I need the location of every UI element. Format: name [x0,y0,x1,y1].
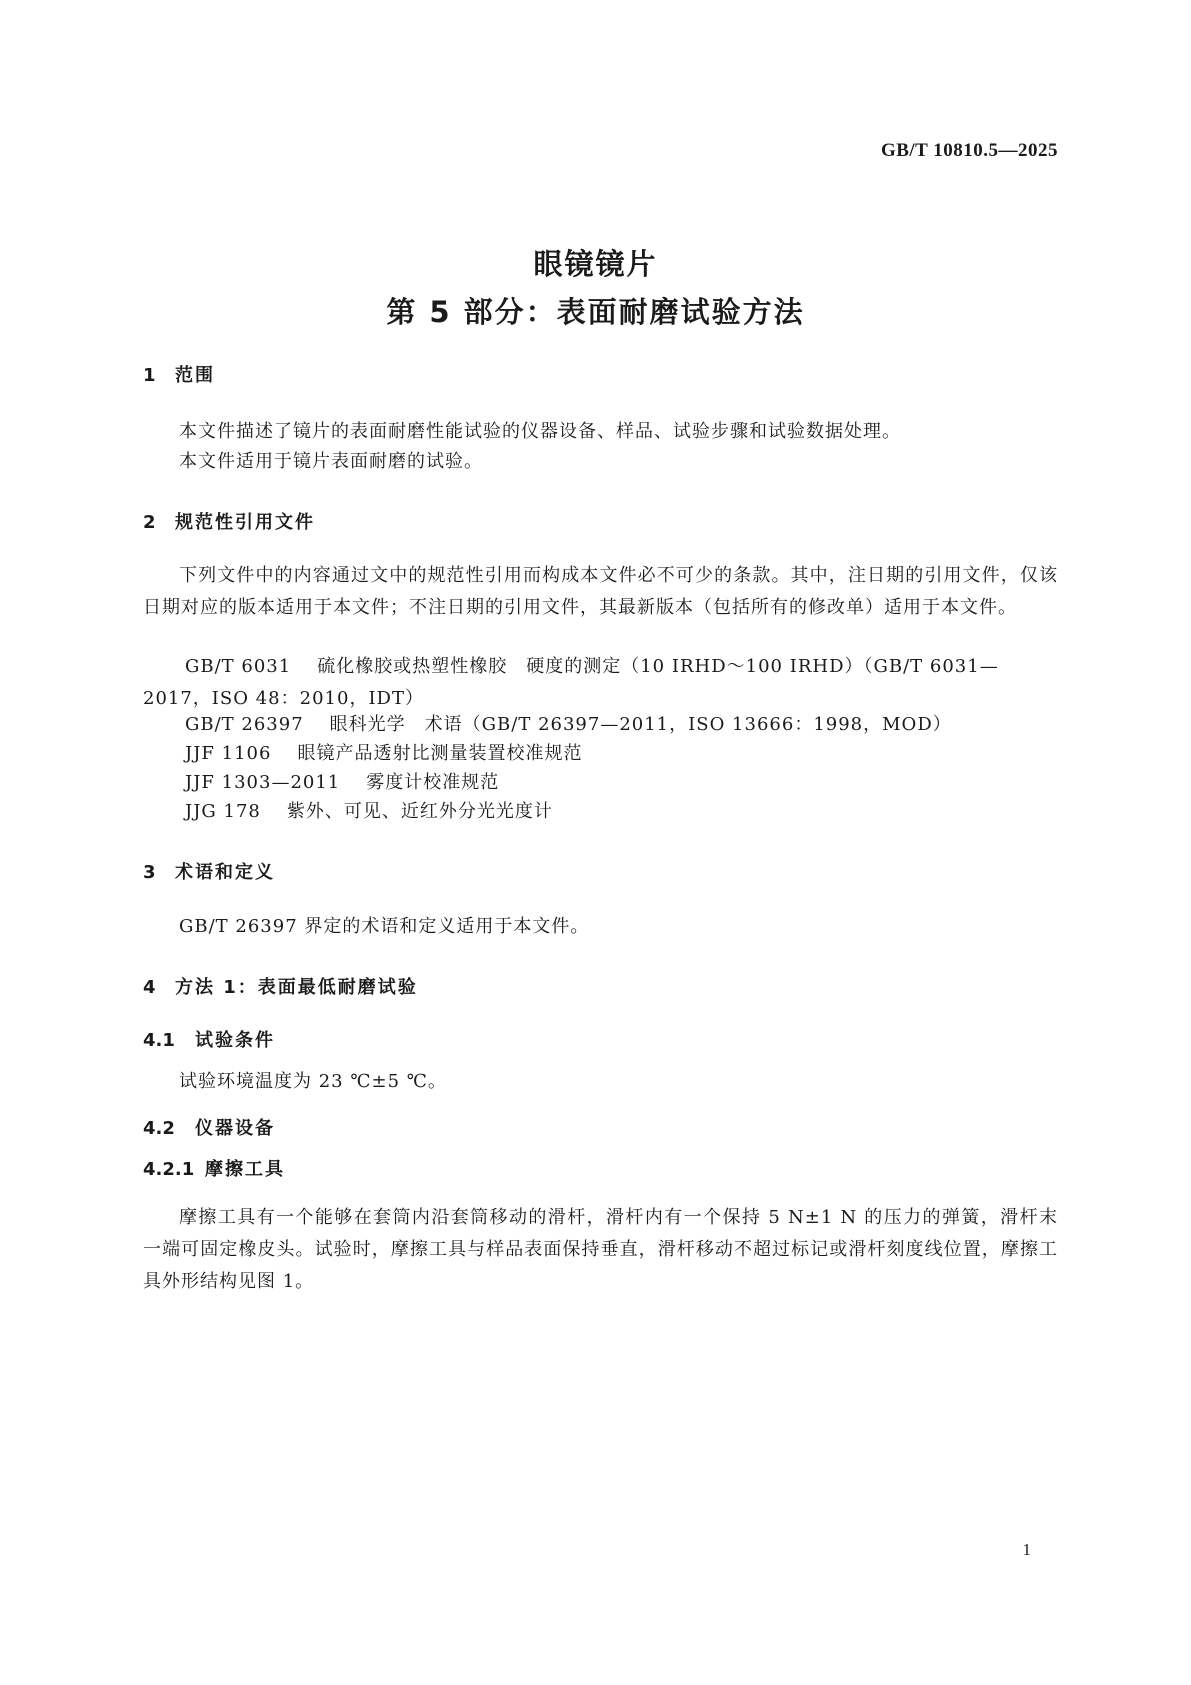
reference-title: 眼科光学 术语（GB/T 26397—2011，ISO 13666：1998，MOD） [329,714,952,735]
reference-entry [185,767,1060,799]
terms-paragraph: GB/T 26397 界定的术语和定义适用于本文件。 [179,916,590,937]
reference-title: 雾度计校准规范 [366,772,500,793]
test-conditions-paragraph: 试验环境温度为 23 ℃±5 ℃。 [179,1071,447,1092]
section-number: 4.2 [143,1118,175,1139]
section-number: 4.1 [143,1030,175,1051]
reference-entry [185,738,1060,770]
reference-code: GB/T 26397 [185,714,304,735]
friction-tool-paragraph: 摩擦工具有一个能够在套筒内沿套筒移动的滑杆，滑杆内有一个保持 5 N±1 N 的压力的弹簧，滑杆末一端可固定橡皮头。试验时，摩擦工具与样品表面保持垂直，滑杆移动不超过标记或滑杆刻度线位置，摩擦工具外形结构见图 1。 [143,1207,1058,1292]
section-1-heading [143,361,215,387]
reference-code: JJG 178 [185,801,261,822]
reference-code: GB/T 6031 [185,656,292,677]
reference-title: 眼镜产品透射比测量装置校准规范 [297,743,583,764]
page-number: 1 [1022,1540,1031,1559]
section-4-2-heading [143,1114,275,1140]
section-4-heading [143,973,418,999]
section-title: 仪器设备 [195,1118,275,1139]
reference-title: 紫外、可见、近红外分光光度计 [286,801,553,822]
section-title: 摩擦工具 [205,1159,285,1180]
section-title: 范围 [175,365,215,386]
reference-entry [143,651,1058,715]
scope-paragraph-2: 本文件适用于镜片表面耐磨的试验。 [179,451,483,472]
reference-code: JJF 1303—2011 [185,772,341,793]
normative-references-intro: 下列文件中的内容通过文中的规范性引用而构成本文件必不可少的条款。其中，注日期的引用文件，仅该日期对应的版本适用于本文件；不注日期的引用文件，其最新版本（包括所有的修改单）适用于本文件。 [143,565,1058,618]
section-number: 4 [143,977,156,998]
section-4-2-1-heading [143,1155,285,1181]
section-4-1-heading [143,1026,275,1052]
standard-code: GB/T 10810.5—2025 [880,140,1058,161]
document-title: 眼镜镜片 [533,247,658,281]
scope-paragraph-1: 本文件描述了镜片的表面耐磨性能试验的仪器设备、样品、试验步骤和试验数据处理。 [179,421,901,442]
document-subtitle: 第 5 部分：表面耐磨试验方法 [386,295,805,329]
section-title: 规范性引用文件 [175,512,315,533]
reference-code: JJF 1106 [185,743,272,764]
section-2-heading [143,508,315,534]
reference-entry [185,709,1060,741]
reference-entry [185,796,1060,828]
section-number: 1 [143,365,156,386]
section-title: 试验条件 [195,1030,275,1051]
section-3-heading [143,858,275,884]
section-number: 2 [143,512,156,533]
section-number: 3 [143,862,156,883]
section-title: 方法 1：表面最低耐磨试验 [175,977,418,998]
reference-title: 硫化橡胶或热塑性橡胶 硬度的测定（10 IRHD～100 IRHD）（GB/T 6031—2017，ISO 48：2010，IDT） [143,656,999,709]
section-number: 4.2.1 [143,1159,195,1180]
section-title: 术语和定义 [175,862,275,883]
